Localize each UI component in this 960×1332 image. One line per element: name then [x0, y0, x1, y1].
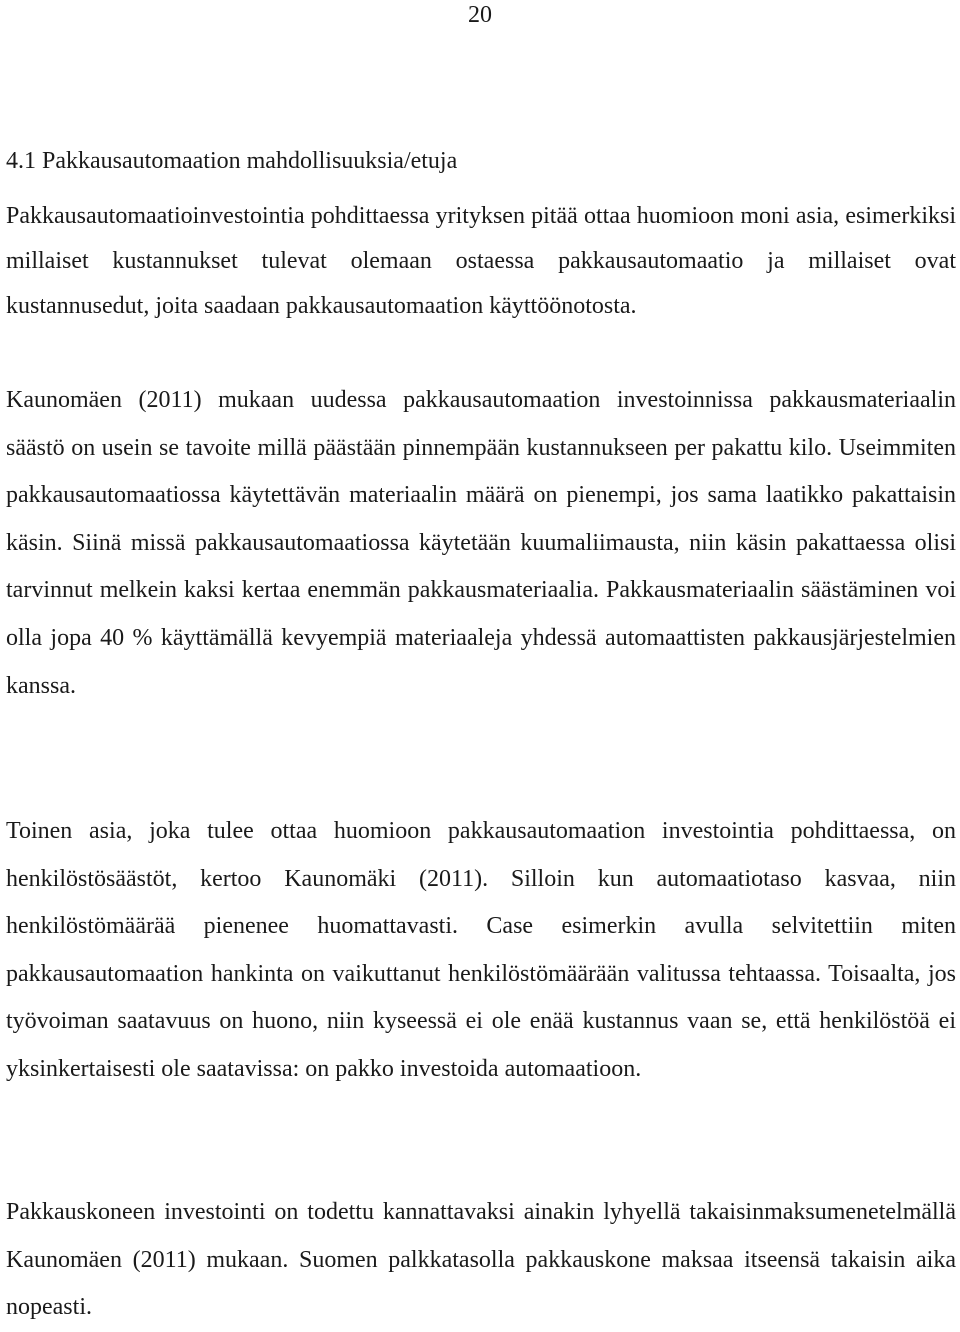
paragraph-4: Pakkauskoneen investointi on todettu kannattavaksi ainakin lyhyellä takaisinmaksumenetelmällä Kaunomäen (2011) mukaan. Suomen palkkatasolla pakkauskone maksaa itseensä takaisin aika nopeasti.	[6, 1199, 956, 1321]
paragraph-1: Pakkausautomaatioinvestointia pohdittaessa yrityksen pitää ottaa huomioon moni asia, esimerkiksi millaiset kustannukset tulevat olemaan ostaessa pakkausautomaatio ja millaiset ovat kustannusedut, joita saadaan pakkausautomaation käyttöönotosta.	[6, 203, 956, 319]
page-number: 20	[468, 2, 492, 28]
section-heading: 4.1 Pakkausautomaation mahdollisuuksia/etuja	[6, 148, 458, 174]
paragraph-3: Toinen asia, joka tulee ottaa huomioon pakkausautomaation investointia pohdittaessa, on henkilöstösäästöt, kertoo Kaunomäki (2011). Silloin kun automaatiotaso kasvaa, niin henkilöstömäärää pienenee huomattavasti. Case esimerkin avulla selvitettiin miten pakkausautomaation hankinta on vaikuttanut henkilöstömäärään valitussa tehtaassa. Toisaalta, jos työvoiman saatavuus on huono, niin kyseessä ei ole enää kustannus vaan se, että henkilöstöä ei yksinkertaisesti ole saatavissa: on pakko investoida automaatioon.	[6, 818, 956, 1082]
paragraph-2: Kaunomäen (2011) mukaan uudessa pakkausautomaation investoinnissa pakkausmateriaalin säästö on usein se tavoite millä päästään pinnempään kustannukseen per pakattu kilo. Useimmiten pakkausautomaatiossa käytettävän materiaalin määrä on pienempi, jos sama laatikko pakattaisin käsin. Siinä missä pakkausautomaatiossa käytetään kuumaliimausta, niin käsin pakattaessa olisi tarvinnut melkein kaksi kertaa enemmän pakkausmateriaalia. Pakkausmateriaalin säästäminen voi olla jopa 40 % käyttämällä kevyempiä materiaaleja yhdessä automaattisten pakkausjärjestelmien kanssa.	[6, 387, 956, 699]
